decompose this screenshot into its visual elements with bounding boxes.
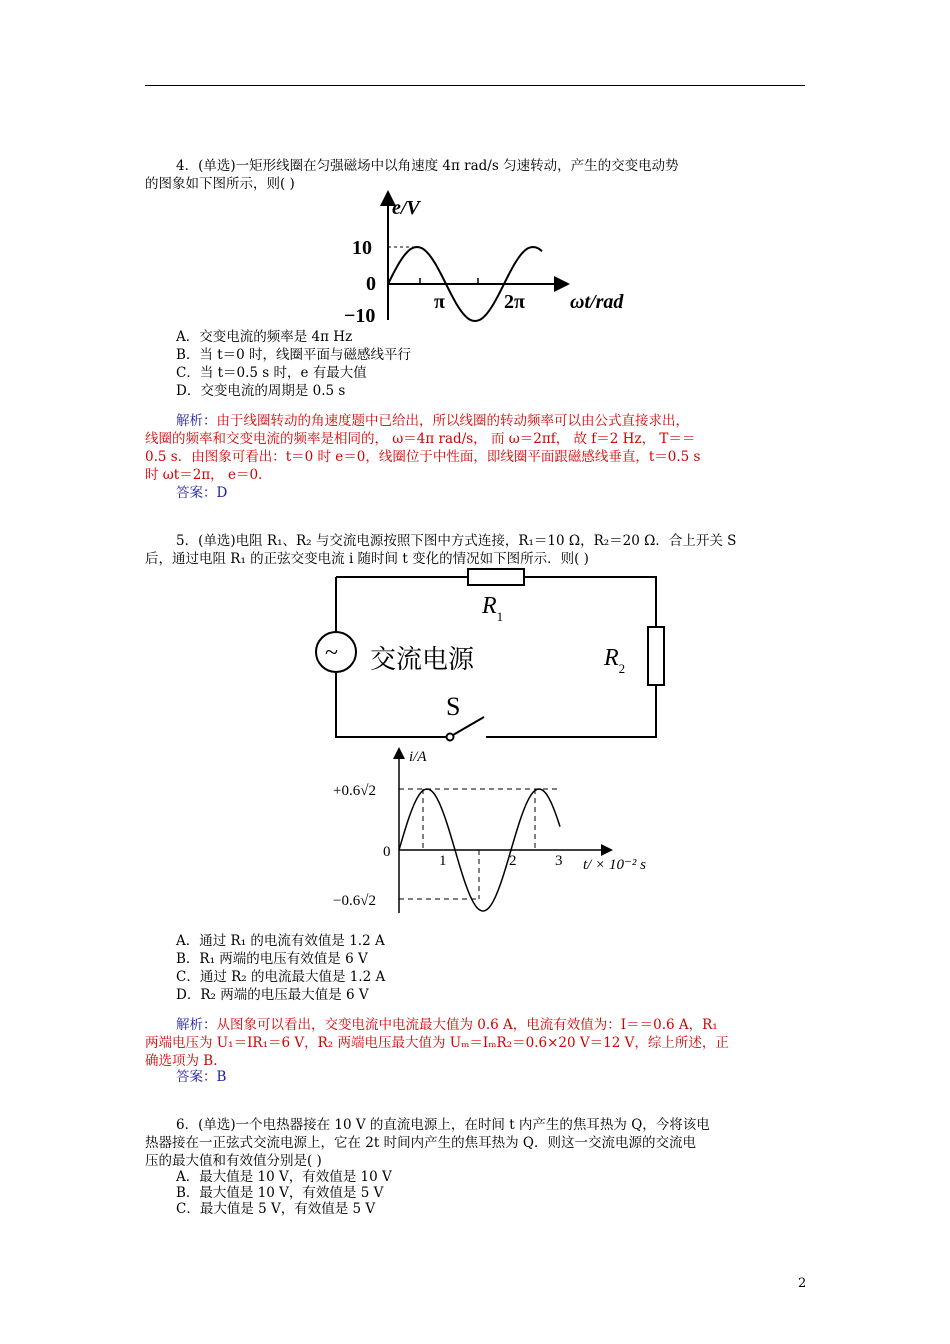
q6-stem-line1: 6．(单选)一个电热器接在 10 V 的直流电源上，在时间 t 内产生的焦耳热为 Q，今将该电: [176, 1117, 710, 1133]
q4-analysis-line2: 线圈的频率和交变电流的频率是相同的， ω＝4π rad/s， 而 ω＝2πf， 故 f＝2 Hz， T＝＝: [145, 431, 696, 447]
q5-option-b: B．R₁ 两端的电压有效值是 6 V: [176, 951, 368, 967]
q4-y-label: e/V: [392, 197, 420, 219]
q4-ytick-zero: 0: [366, 273, 376, 295]
q4-stem-line2: 的图象如下图所示，则( ): [145, 176, 295, 192]
q4-ytick-max: 10: [352, 237, 372, 259]
q5-ytick-zero: 0: [383, 844, 391, 860]
q4-analysis-label: 解析：: [176, 413, 217, 429]
q5-option-a: A．通过 R₁ 的电流有效值是 1.2 A: [176, 933, 385, 949]
q5-ytick-min: −0.6√2: [333, 893, 376, 909]
q5-answer-value: B: [216, 1069, 227, 1085]
q4-analysis-line4: 时 ωt＝2π， e＝0.: [145, 467, 263, 483]
r2-label: $R_2$: [604, 645, 626, 676]
q4-xtick-pi: π: [434, 291, 445, 313]
q6-option-b: B．最大值是 10 V，有效值是 5 V: [176, 1185, 384, 1201]
switch-pivot: [447, 734, 454, 741]
q5-y-label: i/A: [409, 749, 427, 765]
q5-ytick-max: +0.6√2: [333, 783, 376, 799]
q4-x-label: ωt/rad: [570, 291, 624, 313]
r1-resistor: [468, 569, 524, 585]
q5-xtick-1: 1: [439, 853, 447, 869]
q4-ytick-min: −10: [344, 305, 376, 327]
q5-circuit-diagram: [308, 565, 678, 745]
q5-analysis-line2: 两端电压为 U₁＝IR₁＝6 V，R₂ 两端电压最大值为 Uₘ＝IₘR₂＝0.6×20 V＝12 V，综上所述，正: [145, 1035, 729, 1051]
q4-option-d: D．交变电流的周期是 0.5 s: [176, 383, 346, 399]
q5-analysis-label: 解析：: [176, 1017, 217, 1033]
q4-analysis-line1: 解析：由于线圈转动的角速度题中已给出，所以线圈的转动频率可以由公式直接求出，: [176, 413, 689, 429]
header-rule: [145, 85, 805, 86]
q6-stem-line3: 压的最大值和有效值分别是( ): [145, 1153, 322, 1169]
q4-option-c: C．当 t＝0.5 s 时，e 有最大值: [176, 365, 367, 381]
q4-emf-graph: [330, 190, 660, 328]
q5-xtick-3: 3: [555, 853, 563, 869]
source-label: 交流电源: [370, 645, 475, 674]
r2-resistor: [648, 627, 664, 685]
q4-analysis-line3: 0.5 s．由图象可看出：t＝0 时 e＝0，线圈位于中性面，即线圈平面跟磁感线垂直，t＝0.5 s: [145, 449, 701, 465]
q5-option-d: D．R₂ 两端的电压最大值是 6 V: [176, 987, 369, 1003]
q5-analysis-line3: 确选项为 B.: [145, 1053, 218, 1069]
q5-option-c: C．通过 R₂ 的电流最大值是 1.2 A: [176, 969, 386, 985]
q5-xtick-2: 2: [509, 853, 517, 869]
q4-option-b: B．当 t＝0 时，线圈平面与磁感线平行: [176, 347, 412, 363]
q6-option-a: A．最大值是 10 V，有效值是 10 V: [176, 1169, 392, 1185]
q5-stem-line2: 后，通过电阻 R₁ 的正弦交变电流 i 随时间 t 变化的情况如下图所示．则( ): [145, 551, 589, 567]
q5-x-label: t/ × 10⁻² s: [583, 857, 646, 873]
q4-answer-value: D: [216, 485, 228, 501]
q5-current-graph: [325, 745, 675, 915]
r1-label: $R_1$: [482, 593, 504, 624]
q5-analysis-line1: 解析：从图象可以看出，交变电流中电流最大值为 0.6 A，电流有效值为：I＝＝0.6 A，R₁: [176, 1017, 718, 1033]
q5-stem-line1: 5．(单选)电阻 R₁、R₂ 与交流电源按照下图中方式连接，R₁＝10 Ω，R₂＝20 Ω．合上开关 S: [176, 533, 737, 549]
q4-answer: 答案：D: [176, 485, 228, 501]
page-number: 2: [798, 1276, 807, 1291]
q4-stem-line1: 4．(单选)一矩形线圈在匀强磁场中以角速度 4π rad/s 匀速转动，产生的交变电动势: [176, 158, 679, 174]
q4-option-a: A．交变电流的频率是 4π Hz: [176, 329, 353, 345]
ac-source-symbol: ~: [325, 640, 338, 666]
q6-stem-line2: 热器接在一正弦式交流电源上，它在 2t 时间内产生的焦耳热为 Q．则这一交流电源的交流电: [145, 1135, 696, 1151]
q6-option-c: C．最大值是 5 V，有效值是 5 V: [176, 1201, 376, 1217]
switch-label: S: [446, 692, 461, 721]
q5-answer: 答案：B: [176, 1069, 227, 1085]
q4-xtick-2pi: 2π: [504, 291, 525, 313]
